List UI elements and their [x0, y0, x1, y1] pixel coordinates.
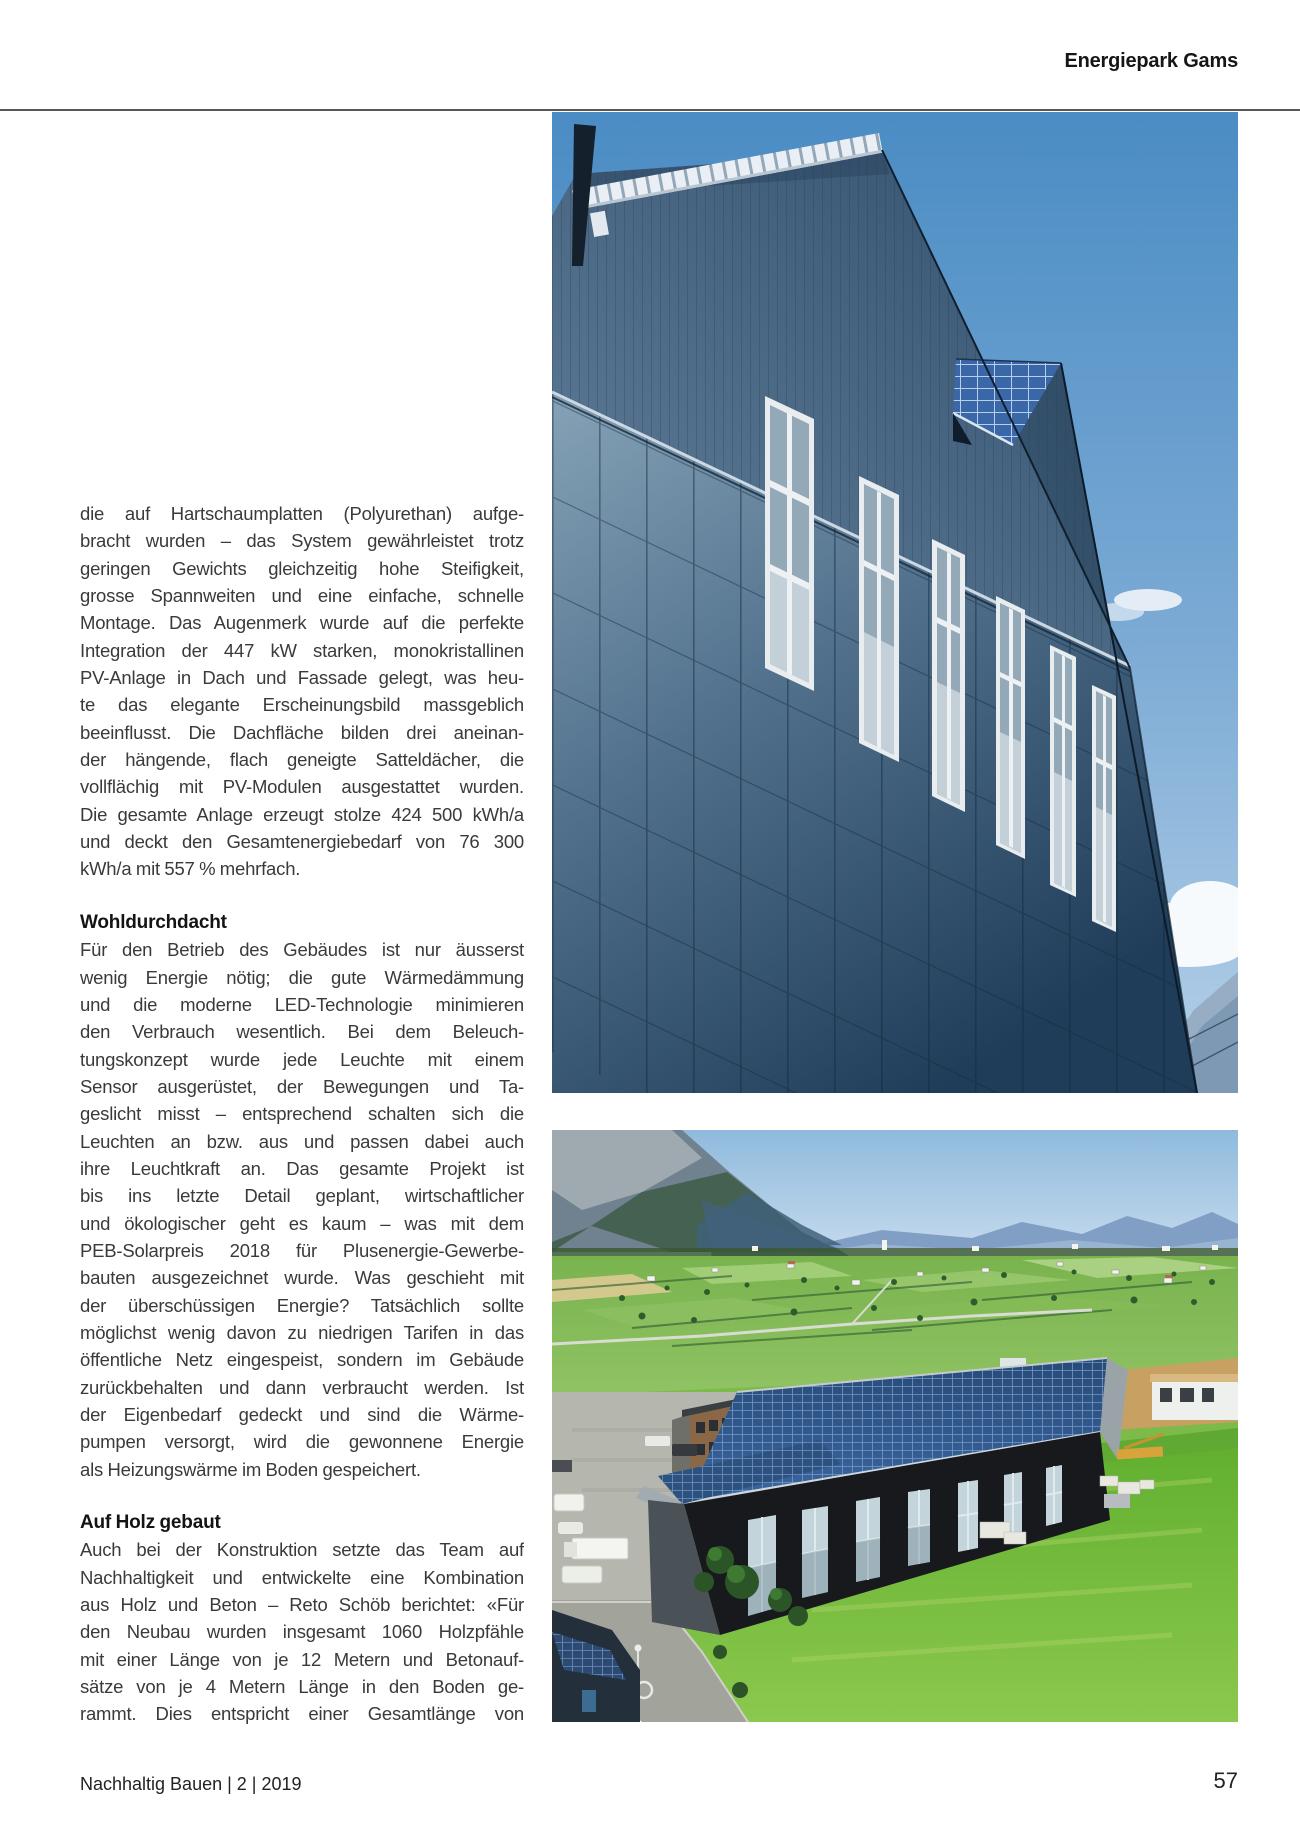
text-line: geslicht misst – entsprechend schalten sich die [80, 1103, 524, 1125]
text-line: Die gesamte Anlage erzeugt stolze 424 500 kWh/a [80, 803, 524, 825]
text-line: PV-Anlage in Dach und Fassade gelegt, was heu- [80, 667, 524, 689]
text-line: und die moderne LED-Technologie minimieren [80, 993, 524, 1015]
text-line: und ökologischer geht es kaum – was mit dem [80, 1212, 524, 1234]
text-line: bauten ausgezeichnet wurde. Was geschieht mit [80, 1267, 524, 1289]
page-header-title: Energiepark Gams [1064, 50, 1238, 72]
aerial-photo [552, 1130, 1238, 1722]
journal-footer: Nachhaltig Bauen | 2 | 2019 [80, 1774, 302, 1794]
text-line: aus Holz und Beton – Reto Schöb berichtet: «Für [80, 1594, 524, 1616]
text-line: Für den Betrieb des Gebäudes ist nur äusserst [80, 939, 524, 961]
text-line: rammt. Dies entspricht einer Gesamtlänge von [80, 1703, 524, 1725]
text-line: die auf Hartschaumplatten (Polyurethan) aufge- [80, 503, 524, 524]
text-line: mit einer Länge von je 12 Metern und Betonauf- [80, 1648, 524, 1670]
text-line: tungskonzept wurde jede Leuchte mit einem [80, 1048, 524, 1070]
text-line: Montage. Das Augenmerk wurde auf die perfekte [80, 612, 524, 634]
text-line: Sensor ausgerüstet, der Bewegungen und Ta- [80, 1075, 524, 1097]
text-line: der Eigenbedarf gedeckt und sind die Wärme- [80, 1404, 524, 1425]
text-line: PEB-Solarpreis 2018 für Plusenergie-Gewerbe- [80, 1239, 524, 1261]
text-line: Integration der 447 kW starken, monokristallinen [80, 639, 524, 661]
text-line: den Verbrauch wesentlich. Bei dem Beleuch- [80, 1021, 524, 1043]
section-heading-wohldurchdacht: Wohldurchdacht [80, 911, 227, 933]
text-line: der hängende, flach geneigte Satteldächer, die [80, 749, 524, 771]
text-line: beeinflusst. Die Dachfläche bilden drei aneinan- [80, 721, 524, 743]
header-rule [0, 109, 1300, 111]
section-heading-auf-holz-gebaut: Auf Holz gebaut [80, 1512, 221, 1534]
text-line: bis ins letzte Detail geplant, wirtschaftlicher [80, 1185, 524, 1207]
paragraph-1 [80, 500, 524, 883]
text-line: vollflächig mit PV-Modulen ausgestattet wurden. [80, 776, 524, 798]
facade-photo [552, 112, 1238, 1093]
text-line: te das elegante Erscheinungsbild massgeblich [80, 694, 524, 716]
text-line: den Neubau wurden insgesamt 1060 Holzpfähle [80, 1621, 524, 1643]
text-line: bracht wurden – das System gewährleistet trotz [80, 530, 524, 552]
text-line: sätze von je 4 Metern Länge in den Boden ge- [80, 1676, 524, 1698]
text-line: geringen Gewichts gleichzeitig hohe Steifigkeit, [80, 557, 524, 579]
text-line: Auch bei der Konstruktion setzte das Team auf [80, 1539, 524, 1561]
text-line: wenig Energie nötig; die gute Wärmedämmung [80, 966, 524, 988]
text-line: und deckt den Gesamtenergiebedarf von 76 300 [80, 831, 524, 853]
text-line: möglichst wenig davon zu niedrigen Tarifen in das [80, 1321, 524, 1343]
text-line: ihre Leuchtkraft an. Das gesamte Projekt ist [80, 1157, 524, 1179]
text-line: Nachhaltigkeit und entwickelte eine Kombination [80, 1566, 524, 1588]
text-line: kWh/a mit 557 % mehrfach. [80, 858, 301, 880]
text-line: grosse Spannweiten und eine einfache, schnelle [80, 585, 524, 607]
text-line: zurückbehalten und dann verbraucht werden. Ist [80, 1376, 524, 1398]
page-number: 57 [1213, 1768, 1238, 1793]
paragraph-3 [80, 1536, 524, 1727]
text-line: öffentliche Netz eingespeist, sondern im Gebäude [80, 1349, 524, 1371]
text-line: als Heizungswärme im Boden gespeichert. [80, 1458, 421, 1480]
text-line: Leuchten an bzw. aus und passen dabei auch [80, 1130, 524, 1152]
text-line: der überschüssigen Energie? Tatsächlich sollte [80, 1294, 524, 1316]
article-column [80, 500, 524, 1728]
text-line: pumpen versorgt, wird die gewonnene Energie [80, 1431, 524, 1453]
paragraph-2 [80, 936, 524, 1483]
